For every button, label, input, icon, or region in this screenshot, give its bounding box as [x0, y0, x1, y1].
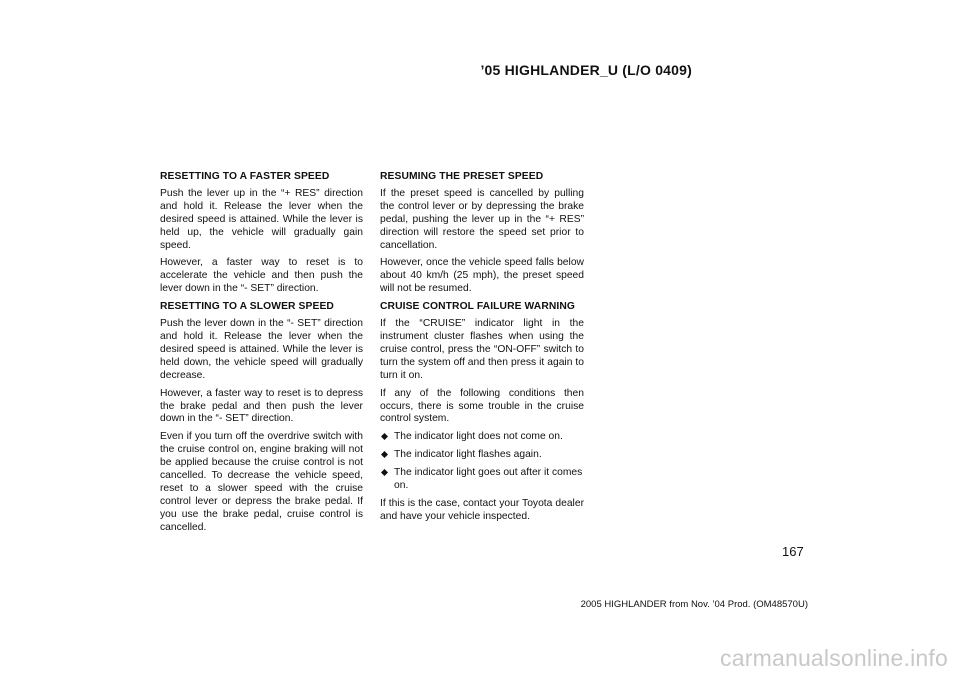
paragraph: Push the lever down in the “- SET” direction and hold it. Release the lever when the desired speed is attained. While the lever is held down, the vehicle speed will gradually decrease. [160, 318, 363, 381]
watermark: carmanualsonline.info [720, 645, 948, 671]
section-faster-speed [160, 171, 363, 296]
section-heading: CRUISE CONTROL FAILURE WARNING [380, 301, 576, 313]
diamond-bullet-icon [381, 469, 388, 476]
list-item-text: The indicator light goes out after it comes on. [394, 467, 583, 492]
section-slower-speed [160, 301, 363, 534]
list-item [380, 449, 584, 462]
paragraph: However, a faster way to reset is to accelerate the vehicle and then push the lever down in the “- SET” direction. [160, 257, 363, 295]
list-item-text: The indicator light does not come on. [394, 431, 563, 443]
section-failure-warning [380, 301, 584, 524]
section-heading: RESETTING TO A FASTER SPEED [160, 171, 330, 182]
right-column [380, 171, 584, 529]
paragraph: However, a faster way to reset is to depress the brake pedal and then push the lever down in the “- SET” direction. [160, 387, 363, 425]
document-header-title: ’05 HIGHLANDER_U (L/O 0409) [480, 62, 692, 78]
footer-text: 2005 HIGHLANDER from Nov. ’04 Prod. (OM48570U) [580, 599, 808, 610]
list-item-text: The indicator light flashes again. [394, 449, 542, 461]
paragraph: If any of the following conditions then occurs, there is some trouble in the cruise control system. [380, 387, 584, 425]
list-item [380, 467, 584, 493]
paragraph: If this is the case, contact your Toyota dealer and have your vehicle inspected. [380, 497, 584, 522]
diamond-bullet-icon [381, 433, 388, 440]
left-column [160, 171, 363, 540]
paragraph: Even if you turn off the overdrive switch with the cruise control on, engine braking will not be applied because the cruise control is not cancelled. To decrease the vehicle speed, reset to a slower speed with the cruise control lever or depress the brake pedal. If you use the brake pedal, cruise control is cancelled. [160, 431, 363, 533]
paragraph: If the “CRUISE” indicator light in the instrument cluster flashes when using the cruise control, press the “ON-OFF” switch to turn the system off and then press it again to turn it on. [380, 318, 584, 381]
paragraph: Push the lever up in the “+ RES” direction and hold it. Release the lever when the desired speed is attained. While the lever is held up, the vehicle will gradually gain speed. [160, 187, 363, 251]
section-heading: RESETTING TO A SLOWER SPEED [160, 301, 334, 313]
section-resuming-speed [380, 171, 584, 296]
paragraph: However, once the vehicle speed falls below about 40 km/h (25 mph), the preset speed will not be resumed. [380, 257, 584, 295]
page-number: 167 [782, 544, 804, 559]
section-heading: RESUMING THE PRESET SPEED [380, 171, 544, 182]
diamond-bullet-icon [381, 451, 388, 458]
list-item [380, 431, 584, 444]
paragraph: If the preset speed is cancelled by pulling the control lever or by depressing the brake pedal, pushing the lever up in the “+ RES” direction will restore the speed set prior to cancellation. [380, 187, 584, 251]
condition-list [380, 431, 584, 493]
